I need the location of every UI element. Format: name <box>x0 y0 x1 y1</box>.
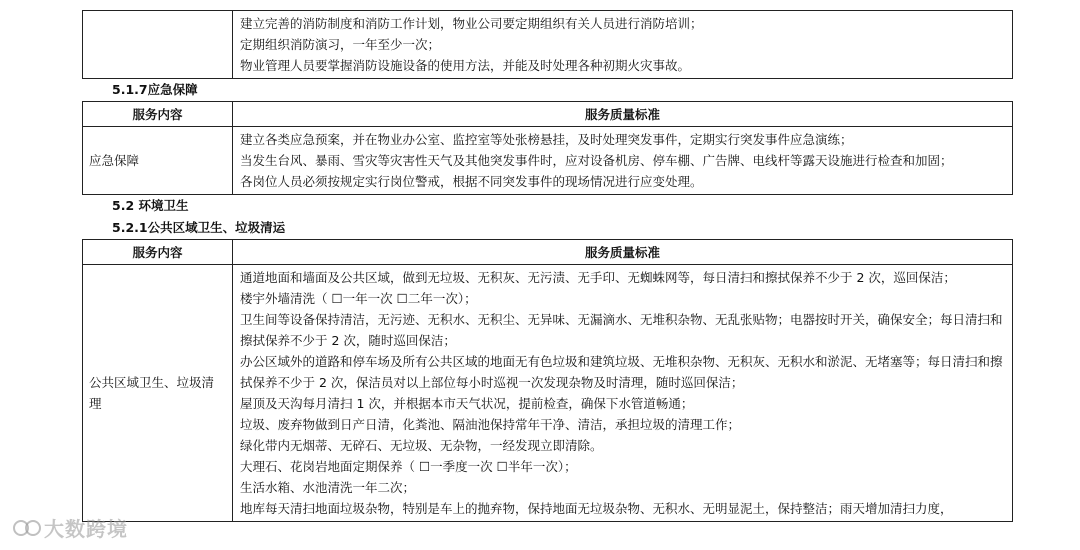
standard-content <box>233 265 1013 522</box>
watermark <box>12 513 128 544</box>
content-line: 楼宇外墙清洗（ ☐一年一次 ☐二年一次）； <box>240 291 477 306</box>
content-line: 绿化带内无烟蒂、无碎石、无垃圾、无杂物，一经发现立即清除。 <box>240 438 603 453</box>
table-row <box>83 127 1013 195</box>
content-line: 办公区域外的道路和停车场及所有公共区域的地面无有色垃圾和建筑垃圾、无堆积杂物、无积灰、无积水和淤泥、无堵塞等；每日清扫和擦拭保养不少于 2 次，保洁员对以上部位每小时巡视一次发现杂物及时清理，随时巡回保洁； <box>240 354 1003 390</box>
content-line: 垃圾、废弃物做到日产日清，化粪池、隔油池保持常年干净、清洁，承担垃圾的清理工作； <box>240 417 741 432</box>
content-line: 生活水箱、水池清洗一年二次； <box>240 480 416 495</box>
table-row <box>83 265 1013 522</box>
emergency-table <box>82 101 1013 195</box>
table-header-row <box>83 102 1013 127</box>
section-heading-5-2: 5.2 环境卫生 <box>112 198 189 213</box>
content-line: 屋顶及天沟每月清扫 1 次，并根据本市天气状况，提前检查，确保下水管道畅通； <box>240 396 694 411</box>
content-line: 建立各类应急预案，并在物业办公室、监控室等处张榜悬挂，及时处理突发事件，定期实行突发事件应急演练； <box>240 132 853 147</box>
row-label: 应急保障 <box>83 127 233 195</box>
header-service-content: 服务内容 <box>83 240 233 265</box>
header-quality-standard: 服务质量标准 <box>233 102 1013 127</box>
standard-content <box>233 127 1013 195</box>
fire-safety-table <box>82 10 1013 79</box>
row-label: 公共区域卫生、垃圾清理 <box>83 265 233 522</box>
content-line: 通道地面和墙面及公共区域，做到无垃圾、无积灰、无污渍、无手印、无蜘蛛网等，每日清扫和擦拭保养不少于 2 次，巡回保洁； <box>240 270 956 285</box>
content-line: 定期组织消防演习，一年至少一次； <box>240 37 441 52</box>
content-line: 大理石、花岗岩地面定期保养（ ☐一季度一次 ☐半年一次）； <box>240 459 577 474</box>
watermark-text: 大数跨境 <box>44 517 128 541</box>
header-quality-standard: 服务质量标准 <box>233 240 1013 265</box>
table-row <box>83 11 1013 79</box>
section-heading-5-1-7: 5.1.7应急保障 <box>112 82 198 97</box>
public-sanitation-table <box>82 239 1013 522</box>
document-page <box>82 10 1012 522</box>
standard-content <box>233 11 1013 79</box>
row-label-empty <box>83 11 233 79</box>
content-line: 卫生间等设备保持清洁，无污迹、无积水、无积尘、无异味、无漏滴水、无堆积杂物、无乱张贴物；电器按时开关，确保安全；每日清扫和擦拭保养不少于 2 次，随时巡回保洁； <box>240 312 1003 348</box>
brand-logo-icon <box>12 517 42 544</box>
header-service-content: 服务内容 <box>83 102 233 127</box>
content-line: 各岗位人员必须按规定实行岗位警戒，根据不同突发事件的现场情况进行应变处理。 <box>240 174 703 189</box>
content-line: 地库每天清扫地面垃圾杂物，特别是车上的抛弃物，保持地面无垃圾杂物、无积水、无明显泥土，保持整洁；雨天增加清扫力度， <box>240 501 953 516</box>
content-line: 当发生台风、暴雨、雪灾等灾害性天气及其他突发事件时，应对设备机房、停车棚、广告牌、电线杆等露天设施进行检查和加固； <box>240 153 953 168</box>
content-line: 建立完善的消防制度和消防工作计划，物业公司要定期组织有关人员进行消防培训； <box>240 16 703 31</box>
table-header-row <box>83 240 1013 265</box>
content-line: 物业管理人员要掌握消防设施设备的使用方法，并能及时处理各种初期火灾事故。 <box>240 58 691 73</box>
section-heading-5-2-1: 5.2.1公共区域卫生、垃圾清运 <box>112 220 286 235</box>
